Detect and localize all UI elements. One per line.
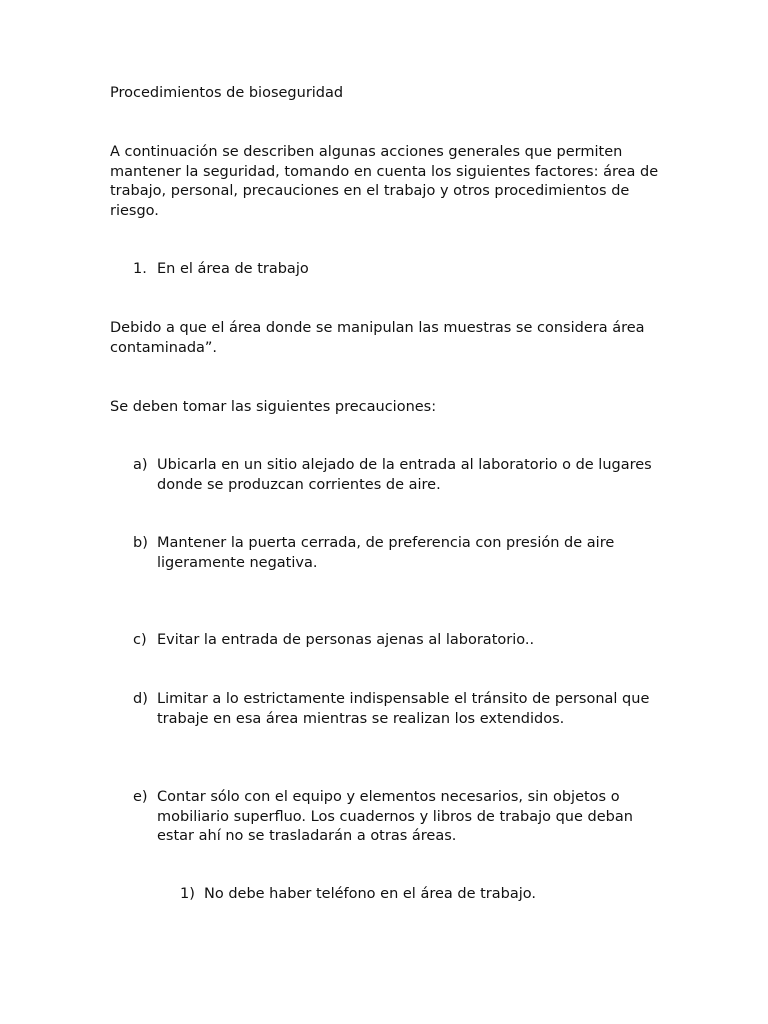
list-item-b — [133, 534, 653, 573]
list-item-text: Evitar la entrada de personas ajenas al laboratorio.. — [157, 632, 535, 648]
section-heading-text: En el área de trabajo — [157, 261, 309, 277]
list-item-e — [133, 788, 653, 847]
list-marker: 1. — [133, 261, 147, 277]
list-item-a — [133, 456, 653, 495]
list-item-c — [133, 631, 653, 651]
document-title: Procedimientos de bioseguridad — [110, 85, 344, 101]
list-marker: a) — [133, 457, 148, 473]
intro-paragraph: A continuación se describen algunas acciones generales que permiten mantener la seguridad, tomando en cuenta los siguientes factores: área de trabajo, personal, precauciones en el trabajo y otros procedimientos de riesgo. — [110, 144, 659, 219]
precautions-intro: Se deben tomar las siguientes precauciones: — [110, 399, 437, 415]
list-marker: 1) — [180, 886, 195, 902]
list-item-text: Contar sólo con el equipo y elementos necesarios, sin objetos o mobiliario superfluo. Los cuadernos y libros de trabajo que deban estar ahí no se trasladarán a otras áreas. — [157, 789, 633, 845]
sub-list-item-1 — [180, 885, 700, 905]
section-heading-area-de-trabajo — [133, 260, 653, 280]
list-item-text: Ubicarla en un sitio alejado de la entrada al laboratorio o de lugares donde se produzcan corrientes de aire. — [157, 457, 652, 493]
contaminated-area-paragraph: Debido a que el área donde se manipulan las muestras se considera área contaminada”. — [110, 320, 645, 356]
list-item-d — [133, 690, 653, 729]
list-marker: c) — [133, 632, 147, 648]
list-marker: e) — [133, 789, 148, 805]
list-marker: d) — [133, 691, 148, 707]
list-item-text: Mantener la puerta cerrada, de preferencia con presión de aire ligeramente negativa. — [157, 535, 615, 571]
list-marker: b) — [133, 535, 148, 551]
list-item-text: No debe haber teléfono en el área de trabajo. — [204, 886, 536, 902]
list-item-text: Limitar a lo estrictamente indispensable el tránsito de personal que trabaje en esa área mientras se realizan los extendidos. — [157, 691, 650, 727]
